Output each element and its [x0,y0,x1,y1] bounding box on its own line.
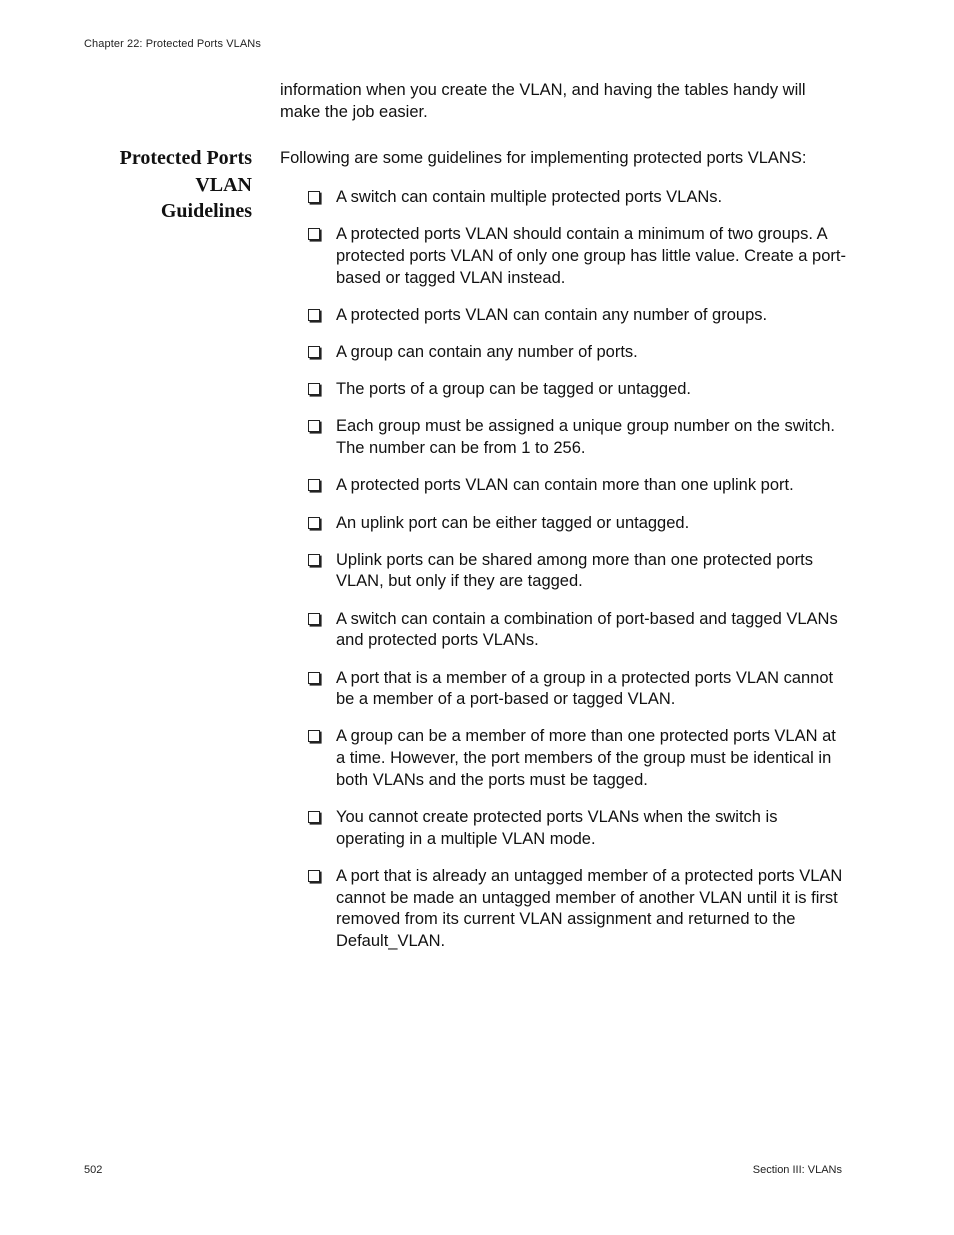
list-item [306,550,846,593]
checkbox-icon [308,811,320,823]
list-item [306,475,846,497]
checkbox-icon [308,191,320,203]
list-item [306,668,846,711]
list-item-text: A protected ports VLAN can contain more than one uplink port. [336,476,794,495]
checkbox-icon [308,613,320,625]
list-item-text: A protected ports VLAN can contain any number of groups. [336,305,768,324]
list-item [306,224,846,289]
checkbox-icon [308,554,320,566]
checkbox-icon [308,730,320,742]
list-item-text: A group can contain any number of ports. [336,343,638,362]
section-heading-line: Protected Ports [119,147,252,169]
checkbox-icon [308,228,320,240]
checkbox-icon [308,309,320,321]
list-item-text: A port that is a member of a group in a protected ports VLAN cannot be a member of a port-based or tagged VLAN. [336,668,834,709]
list-item-text: Uplink ports can be shared among more than one protected ports VLAN, but only if they are tagged. [336,550,813,591]
checkbox-icon [308,870,320,882]
footer-section-label: Section III: VLANs [752,1164,842,1176]
list-item-text: A group can be a member of more than one protected ports VLAN at a time. However, the port members of the group must be identical in both VLANs and the ports must be tagged. [336,727,836,789]
list-item-text: The ports of a group can be tagged or untagged. [336,380,692,399]
guidelines-list [306,187,846,968]
checkbox-icon [308,383,320,395]
list-item-text: You cannot create protected ports VLANs when the switch is operating in a multiple VLAN mode. [336,808,778,848]
list-item-text: A switch can contain a combination of port-based and tagged VLANs and protected ports VLANs. [336,609,838,650]
list-item [306,187,846,209]
checkbox-icon [308,479,320,491]
lead-paragraph: Following are some guidelines for implementing protected ports VLANS: [280,149,807,167]
checkbox-icon [308,420,320,432]
list-item [306,807,846,850]
intro-paragraph: information when you create the VLAN, and having the tables handy will make the job easier. [280,81,806,121]
list-item-text: A port that is already an untagged member of a protected ports VLAN cannot be made an untagged member of another VLAN until it is first removed from its current VLAN assignment and returned to the Default_VLAN. [336,866,843,951]
list-item [306,513,846,535]
list-item-text: A protected ports VLAN should contain a minimum of two groups. A protected ports VLAN of only one group has little value. Create a port-based or tagged VLAN instead. [336,225,846,287]
running-header: Chapter 22: Protected Ports VLANs [84,38,261,50]
section-heading-line: VLAN [195,173,252,196]
list-item [306,726,846,791]
list-item-text: A switch can contain multiple protected ports VLANs. [336,188,723,206]
section-heading [60,145,252,225]
list-item-text: An uplink port can be either tagged or untagged. [336,513,690,532]
list-item [306,609,846,652]
checkbox-icon [308,346,320,358]
checkbox-icon [308,517,320,529]
list-item [306,379,846,401]
list-item-text: Each group must be assigned a unique group number on the switch. The number can be from 1 to 256. [336,417,835,458]
page-number: 502 [84,1164,103,1176]
list-item [306,866,846,953]
section-heading-line: Guidelines [160,200,252,222]
list-item [306,305,846,327]
list-item [306,416,846,459]
checkbox-icon [308,672,320,684]
list-item [306,342,846,364]
